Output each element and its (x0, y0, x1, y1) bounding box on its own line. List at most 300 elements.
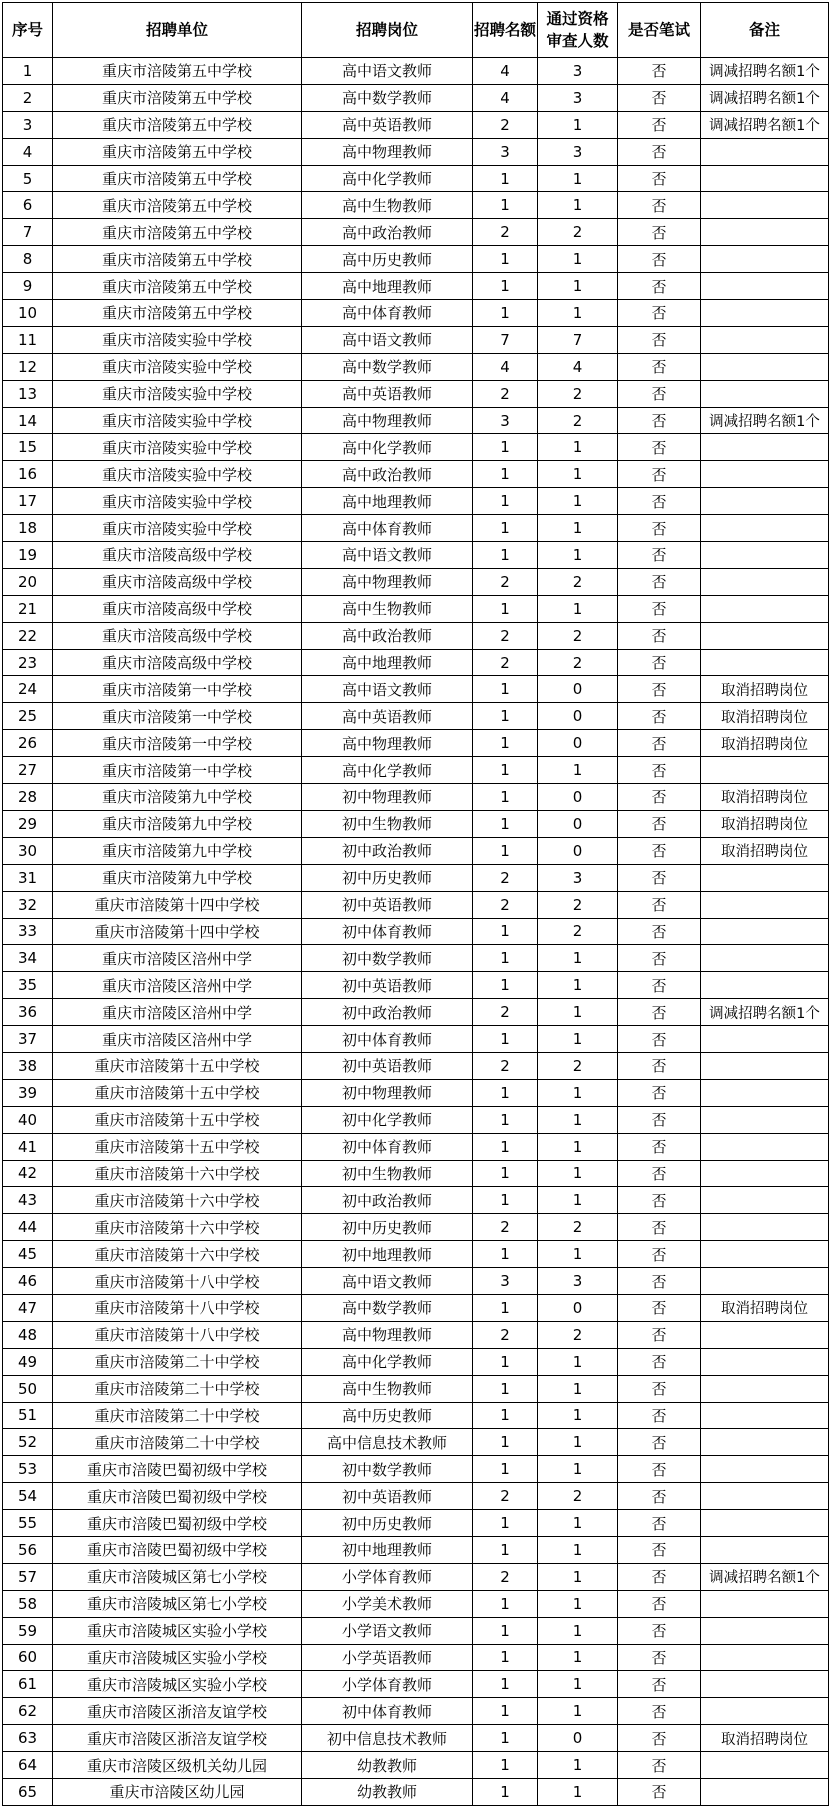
cell-index: 28 (3, 784, 53, 811)
table-row (3, 1483, 829, 1510)
cell-remark (701, 1052, 829, 1079)
cell-passed: 1 (538, 1026, 618, 1053)
cell-unit: 重庆市涪陵第二十中学校 (53, 1348, 302, 1375)
cell-written: 否 (618, 138, 701, 165)
table-row (3, 273, 829, 300)
cell-remark: 取消招聘岗位 (701, 810, 829, 837)
table-row (3, 918, 829, 945)
cell-written: 否 (618, 703, 701, 730)
cell-written: 否 (618, 918, 701, 945)
cell-unit: 重庆市涪陵第一中学校 (53, 703, 302, 730)
cell-index: 41 (3, 1133, 53, 1160)
cell-remark (701, 461, 829, 488)
cell-written: 否 (618, 1321, 701, 1348)
cell-index: 18 (3, 515, 53, 542)
cell-remark (701, 192, 829, 219)
cell-quota: 1 (473, 595, 538, 622)
cell-index: 43 (3, 1187, 53, 1214)
cell-written: 否 (618, 273, 701, 300)
cell-index: 7 (3, 219, 53, 246)
cell-written: 否 (618, 1268, 701, 1295)
header-index: 序号 (3, 3, 53, 58)
cell-remark (701, 1510, 829, 1537)
cell-written: 否 (618, 945, 701, 972)
table-row (3, 1187, 829, 1214)
cell-position: 初中体育教师 (302, 1698, 473, 1725)
cell-index: 34 (3, 945, 53, 972)
cell-position: 高中地理教师 (302, 488, 473, 515)
cell-unit: 重庆市涪陵区涪州中学 (53, 1026, 302, 1053)
cell-index: 33 (3, 918, 53, 945)
cell-written: 否 (618, 1402, 701, 1429)
header-unit: 招聘单位 (53, 3, 302, 58)
cell-position: 高中物理教师 (302, 1321, 473, 1348)
cell-unit: 重庆市涪陵第十五中学校 (53, 1079, 302, 1106)
cell-written: 否 (618, 891, 701, 918)
cell-passed: 2 (538, 1052, 618, 1079)
cell-remark (701, 1671, 829, 1698)
table-row (3, 1160, 829, 1187)
table-row (3, 1590, 829, 1617)
header-row (3, 3, 829, 58)
cell-remark (701, 1187, 829, 1214)
cell-unit: 重庆市涪陵实验中学校 (53, 488, 302, 515)
table-row (3, 1563, 829, 1590)
cell-remark (701, 945, 829, 972)
table-row (3, 730, 829, 757)
table-row (3, 515, 829, 542)
cell-index: 13 (3, 380, 53, 407)
cell-remark: 调减招聘名额1个 (701, 999, 829, 1026)
table-row (3, 1133, 829, 1160)
cell-quota: 2 (473, 1214, 538, 1241)
table-row (3, 1752, 829, 1779)
cell-unit: 重庆市涪陵第五中学校 (53, 192, 302, 219)
cell-quota: 1 (473, 1510, 538, 1537)
cell-passed: 2 (538, 380, 618, 407)
table-row (3, 864, 829, 891)
cell-quota: 1 (473, 1294, 538, 1321)
cell-passed: 1 (538, 1644, 618, 1671)
cell-position: 高中数学教师 (302, 1294, 473, 1321)
cell-quota: 2 (473, 649, 538, 676)
cell-index: 3 (3, 111, 53, 138)
cell-remark (701, 622, 829, 649)
cell-quota: 1 (473, 1133, 538, 1160)
cell-unit: 重庆市涪陵第五中学校 (53, 138, 302, 165)
cell-index: 8 (3, 246, 53, 273)
cell-quota: 1 (473, 515, 538, 542)
cell-position: 初中物理教师 (302, 784, 473, 811)
cell-unit: 重庆市涪陵城区实验小学校 (53, 1644, 302, 1671)
cell-remark (701, 488, 829, 515)
cell-written: 否 (618, 864, 701, 891)
cell-position: 高中英语教师 (302, 111, 473, 138)
cell-passed: 2 (538, 891, 618, 918)
cell-passed: 1 (538, 273, 618, 300)
cell-written: 否 (618, 1644, 701, 1671)
cell-remark (701, 353, 829, 380)
cell-unit: 重庆市涪陵第九中学校 (53, 837, 302, 864)
cell-passed: 1 (538, 1456, 618, 1483)
cell-written: 否 (618, 1725, 701, 1752)
cell-remark (701, 1429, 829, 1456)
cell-position: 初中政治教师 (302, 999, 473, 1026)
cell-remark (701, 1752, 829, 1779)
cell-quota: 1 (473, 165, 538, 192)
cell-position: 高中语文教师 (302, 542, 473, 569)
cell-remark: 取消招聘岗位 (701, 837, 829, 864)
table-row (3, 1536, 829, 1563)
cell-unit: 重庆市涪陵巴蜀初级中学校 (53, 1510, 302, 1537)
cell-passed: 1 (538, 1590, 618, 1617)
cell-position: 高中物理教师 (302, 568, 473, 595)
cell-unit: 重庆市涪陵区幼儿园 (53, 1779, 302, 1806)
cell-position: 高中语文教师 (302, 58, 473, 85)
cell-passed: 1 (538, 488, 618, 515)
cell-remark (701, 1321, 829, 1348)
cell-position: 高中语文教师 (302, 676, 473, 703)
cell-index: 55 (3, 1510, 53, 1537)
cell-written: 否 (618, 1590, 701, 1617)
table-row (3, 784, 829, 811)
cell-quota: 2 (473, 568, 538, 595)
cell-unit: 重庆市涪陵巴蜀初级中学校 (53, 1536, 302, 1563)
cell-remark (701, 1079, 829, 1106)
cell-quota: 1 (473, 1402, 538, 1429)
cell-position: 初中英语教师 (302, 1052, 473, 1079)
cell-remark (701, 326, 829, 353)
cell-index: 57 (3, 1563, 53, 1590)
cell-quota: 1 (473, 542, 538, 569)
cell-unit: 重庆市涪陵第九中学校 (53, 784, 302, 811)
cell-index: 37 (3, 1026, 53, 1053)
cell-quota: 1 (473, 488, 538, 515)
table-row (3, 757, 829, 784)
cell-unit: 重庆市涪陵高级中学校 (53, 568, 302, 595)
cell-remark: 取消招聘岗位 (701, 1294, 829, 1321)
cell-written: 否 (618, 1483, 701, 1510)
cell-written: 否 (618, 1241, 701, 1268)
cell-position: 高中历史教师 (302, 246, 473, 273)
cell-position: 高中化学教师 (302, 757, 473, 784)
cell-index: 1 (3, 58, 53, 85)
cell-unit: 重庆市涪陵区浙涪友谊学校 (53, 1725, 302, 1752)
cell-written: 否 (618, 837, 701, 864)
cell-remark (701, 1698, 829, 1725)
cell-position: 初中生物教师 (302, 810, 473, 837)
table-row (3, 246, 829, 273)
cell-quota: 1 (473, 1456, 538, 1483)
table-row (3, 165, 829, 192)
table-row (3, 138, 829, 165)
cell-position: 高中历史教师 (302, 1402, 473, 1429)
cell-passed: 1 (538, 1241, 618, 1268)
cell-quota: 3 (473, 407, 538, 434)
cell-passed: 1 (538, 1187, 618, 1214)
cell-index: 48 (3, 1321, 53, 1348)
cell-unit: 重庆市涪陵第二十中学校 (53, 1402, 302, 1429)
cell-passed: 1 (538, 1563, 618, 1590)
cell-remark (701, 891, 829, 918)
cell-remark (701, 165, 829, 192)
cell-position: 高中物理教师 (302, 730, 473, 757)
cell-position: 初中政治教师 (302, 1187, 473, 1214)
cell-passed: 1 (538, 999, 618, 1026)
cell-quota: 2 (473, 891, 538, 918)
cell-quota: 1 (473, 945, 538, 972)
cell-position: 高中信息技术教师 (302, 1429, 473, 1456)
cell-passed: 2 (538, 918, 618, 945)
cell-unit: 重庆市涪陵高级中学校 (53, 542, 302, 569)
cell-position: 高中化学教师 (302, 1348, 473, 1375)
cell-index: 51 (3, 1402, 53, 1429)
cell-unit: 重庆市涪陵巴蜀初级中学校 (53, 1483, 302, 1510)
table-row (3, 622, 829, 649)
cell-index: 49 (3, 1348, 53, 1375)
cell-index: 52 (3, 1429, 53, 1456)
cell-position: 高中政治教师 (302, 219, 473, 246)
cell-remark (701, 595, 829, 622)
cell-written: 否 (618, 1536, 701, 1563)
cell-remark (701, 219, 829, 246)
table-row (3, 353, 829, 380)
table-row (3, 434, 829, 461)
cell-passed: 1 (538, 1106, 618, 1133)
cell-position: 初中地理教师 (302, 1536, 473, 1563)
cell-quota: 1 (473, 1160, 538, 1187)
cell-quota: 1 (473, 918, 538, 945)
cell-written: 否 (618, 488, 701, 515)
cell-position: 高中地理教师 (302, 273, 473, 300)
cell-passed: 1 (538, 1752, 618, 1779)
cell-quota: 1 (473, 1671, 538, 1698)
cell-passed: 1 (538, 1698, 618, 1725)
cell-quota: 1 (473, 1536, 538, 1563)
cell-index: 65 (3, 1779, 53, 1806)
cell-quota: 1 (473, 1725, 538, 1752)
cell-written: 否 (618, 1429, 701, 1456)
cell-quota: 2 (473, 864, 538, 891)
cell-written: 否 (618, 622, 701, 649)
table-row (3, 1375, 829, 1402)
cell-unit: 重庆市涪陵第九中学校 (53, 864, 302, 891)
cell-unit: 重庆市涪陵实验中学校 (53, 380, 302, 407)
cell-remark: 取消招聘岗位 (701, 784, 829, 811)
cell-index: 42 (3, 1160, 53, 1187)
table-row (3, 1456, 829, 1483)
cell-position: 初中物理教师 (302, 1079, 473, 1106)
cell-written: 否 (618, 999, 701, 1026)
cell-unit: 重庆市涪陵城区实验小学校 (53, 1671, 302, 1698)
cell-written: 否 (618, 676, 701, 703)
cell-written: 否 (618, 568, 701, 595)
cell-quota: 1 (473, 1429, 538, 1456)
cell-passed: 3 (538, 864, 618, 891)
cell-remark: 取消招聘岗位 (701, 1725, 829, 1752)
cell-unit: 重庆市涪陵第五中学校 (53, 246, 302, 273)
cell-unit: 重庆市涪陵实验中学校 (53, 461, 302, 488)
cell-remark (701, 1214, 829, 1241)
table-row (3, 1698, 829, 1725)
cell-remark: 取消招聘岗位 (701, 703, 829, 730)
cell-position: 高中生物教师 (302, 1375, 473, 1402)
cell-index: 36 (3, 999, 53, 1026)
cell-position: 高中英语教师 (302, 703, 473, 730)
cell-passed: 1 (538, 757, 618, 784)
cell-unit: 重庆市涪陵实验中学校 (53, 515, 302, 542)
cell-index: 20 (3, 568, 53, 595)
recruitment-table (2, 2, 829, 1806)
cell-passed: 7 (538, 326, 618, 353)
cell-unit: 重庆市涪陵第十六中学校 (53, 1187, 302, 1214)
cell-index: 29 (3, 810, 53, 837)
table-row (3, 1026, 829, 1053)
cell-index: 62 (3, 1698, 53, 1725)
table-row (3, 972, 829, 999)
table-row (3, 542, 829, 569)
cell-passed: 2 (538, 1214, 618, 1241)
table-row (3, 111, 829, 138)
cell-position: 初中体育教师 (302, 1026, 473, 1053)
header-remark: 备注 (701, 3, 829, 58)
cell-passed: 2 (538, 1321, 618, 1348)
cell-position: 高中物理教师 (302, 407, 473, 434)
cell-unit: 重庆市涪陵第一中学校 (53, 676, 302, 703)
cell-position: 高中化学教师 (302, 434, 473, 461)
cell-remark (701, 1133, 829, 1160)
cell-index: 12 (3, 353, 53, 380)
cell-unit: 重庆市涪陵第二十中学校 (53, 1429, 302, 1456)
cell-passed: 1 (538, 1671, 618, 1698)
cell-position: 高中英语教师 (302, 380, 473, 407)
cell-remark (701, 273, 829, 300)
cell-index: 24 (3, 676, 53, 703)
cell-position: 初中信息技术教师 (302, 1725, 473, 1752)
cell-written: 否 (618, 380, 701, 407)
cell-unit: 重庆市涪陵实验中学校 (53, 326, 302, 353)
cell-remark: 调减招聘名额1个 (701, 84, 829, 111)
table-row (3, 219, 829, 246)
cell-position: 高中语文教师 (302, 326, 473, 353)
cell-unit: 重庆市涪陵城区第七小学校 (53, 1563, 302, 1590)
cell-quota: 2 (473, 111, 538, 138)
cell-passed: 2 (538, 219, 618, 246)
cell-remark (701, 515, 829, 542)
cell-remark (701, 1026, 829, 1053)
table-row (3, 58, 829, 85)
cell-quota: 1 (473, 1348, 538, 1375)
table-row (3, 326, 829, 353)
cell-position: 小学体育教师 (302, 1563, 473, 1590)
cell-passed: 1 (538, 192, 618, 219)
cell-index: 50 (3, 1375, 53, 1402)
cell-unit: 重庆市涪陵第五中学校 (53, 58, 302, 85)
cell-remark (701, 1268, 829, 1295)
table-row (3, 1671, 829, 1698)
cell-quota: 7 (473, 326, 538, 353)
cell-remark (701, 1456, 829, 1483)
cell-unit: 重庆市涪陵区涪州中学 (53, 999, 302, 1026)
cell-passed: 4 (538, 353, 618, 380)
header-passed: 通过资格审查人数 (538, 3, 618, 58)
cell-written: 否 (618, 1752, 701, 1779)
cell-unit: 重庆市涪陵第一中学校 (53, 730, 302, 757)
cell-index: 35 (3, 972, 53, 999)
cell-quota: 4 (473, 58, 538, 85)
cell-remark (701, 864, 829, 891)
cell-quota: 2 (473, 380, 538, 407)
cell-index: 30 (3, 837, 53, 864)
cell-unit: 重庆市涪陵第九中学校 (53, 810, 302, 837)
cell-unit: 重庆市涪陵第十六中学校 (53, 1214, 302, 1241)
cell-quota: 1 (473, 1079, 538, 1106)
cell-unit: 重庆市涪陵第一中学校 (53, 757, 302, 784)
cell-index: 63 (3, 1725, 53, 1752)
cell-passed: 1 (538, 542, 618, 569)
cell-unit: 重庆市涪陵实验中学校 (53, 353, 302, 380)
table-row (3, 407, 829, 434)
cell-quota: 1 (473, 273, 538, 300)
cell-quota: 1 (473, 192, 538, 219)
cell-written: 否 (618, 1375, 701, 1402)
cell-passed: 1 (538, 434, 618, 461)
cell-quota: 1 (473, 1617, 538, 1644)
cell-passed: 2 (538, 407, 618, 434)
cell-index: 44 (3, 1214, 53, 1241)
cell-position: 幼教教师 (302, 1752, 473, 1779)
cell-index: 56 (3, 1536, 53, 1563)
cell-remark (701, 380, 829, 407)
cell-remark (701, 972, 829, 999)
cell-index: 21 (3, 595, 53, 622)
cell-remark (701, 138, 829, 165)
table-row (3, 1294, 829, 1321)
cell-unit: 重庆市涪陵区浙涪友谊学校 (53, 1698, 302, 1725)
cell-remark (701, 1402, 829, 1429)
cell-index: 6 (3, 192, 53, 219)
cell-index: 47 (3, 1294, 53, 1321)
cell-quota: 3 (473, 1268, 538, 1295)
cell-index: 9 (3, 273, 53, 300)
cell-index: 19 (3, 542, 53, 569)
cell-index: 45 (3, 1241, 53, 1268)
cell-position: 小学语文教师 (302, 1617, 473, 1644)
table-row (3, 461, 829, 488)
cell-passed: 1 (538, 246, 618, 273)
cell-written: 否 (618, 165, 701, 192)
cell-passed: 1 (538, 111, 618, 138)
cell-remark (701, 1779, 829, 1806)
table-row (3, 810, 829, 837)
cell-written: 否 (618, 58, 701, 85)
cell-quota: 1 (473, 810, 538, 837)
table-row (3, 1779, 829, 1806)
cell-unit: 重庆市涪陵城区实验小学校 (53, 1617, 302, 1644)
cell-index: 61 (3, 1671, 53, 1698)
table-row (3, 837, 829, 864)
cell-position: 高中地理教师 (302, 649, 473, 676)
cell-remark (701, 918, 829, 945)
cell-quota: 1 (473, 434, 538, 461)
cell-passed: 1 (538, 1133, 618, 1160)
cell-written: 否 (618, 542, 701, 569)
cell-unit: 重庆市涪陵区涪州中学 (53, 945, 302, 972)
cell-quota: 2 (473, 622, 538, 649)
cell-written: 否 (618, 1348, 701, 1375)
cell-written: 否 (618, 1698, 701, 1725)
cell-written: 否 (618, 246, 701, 273)
